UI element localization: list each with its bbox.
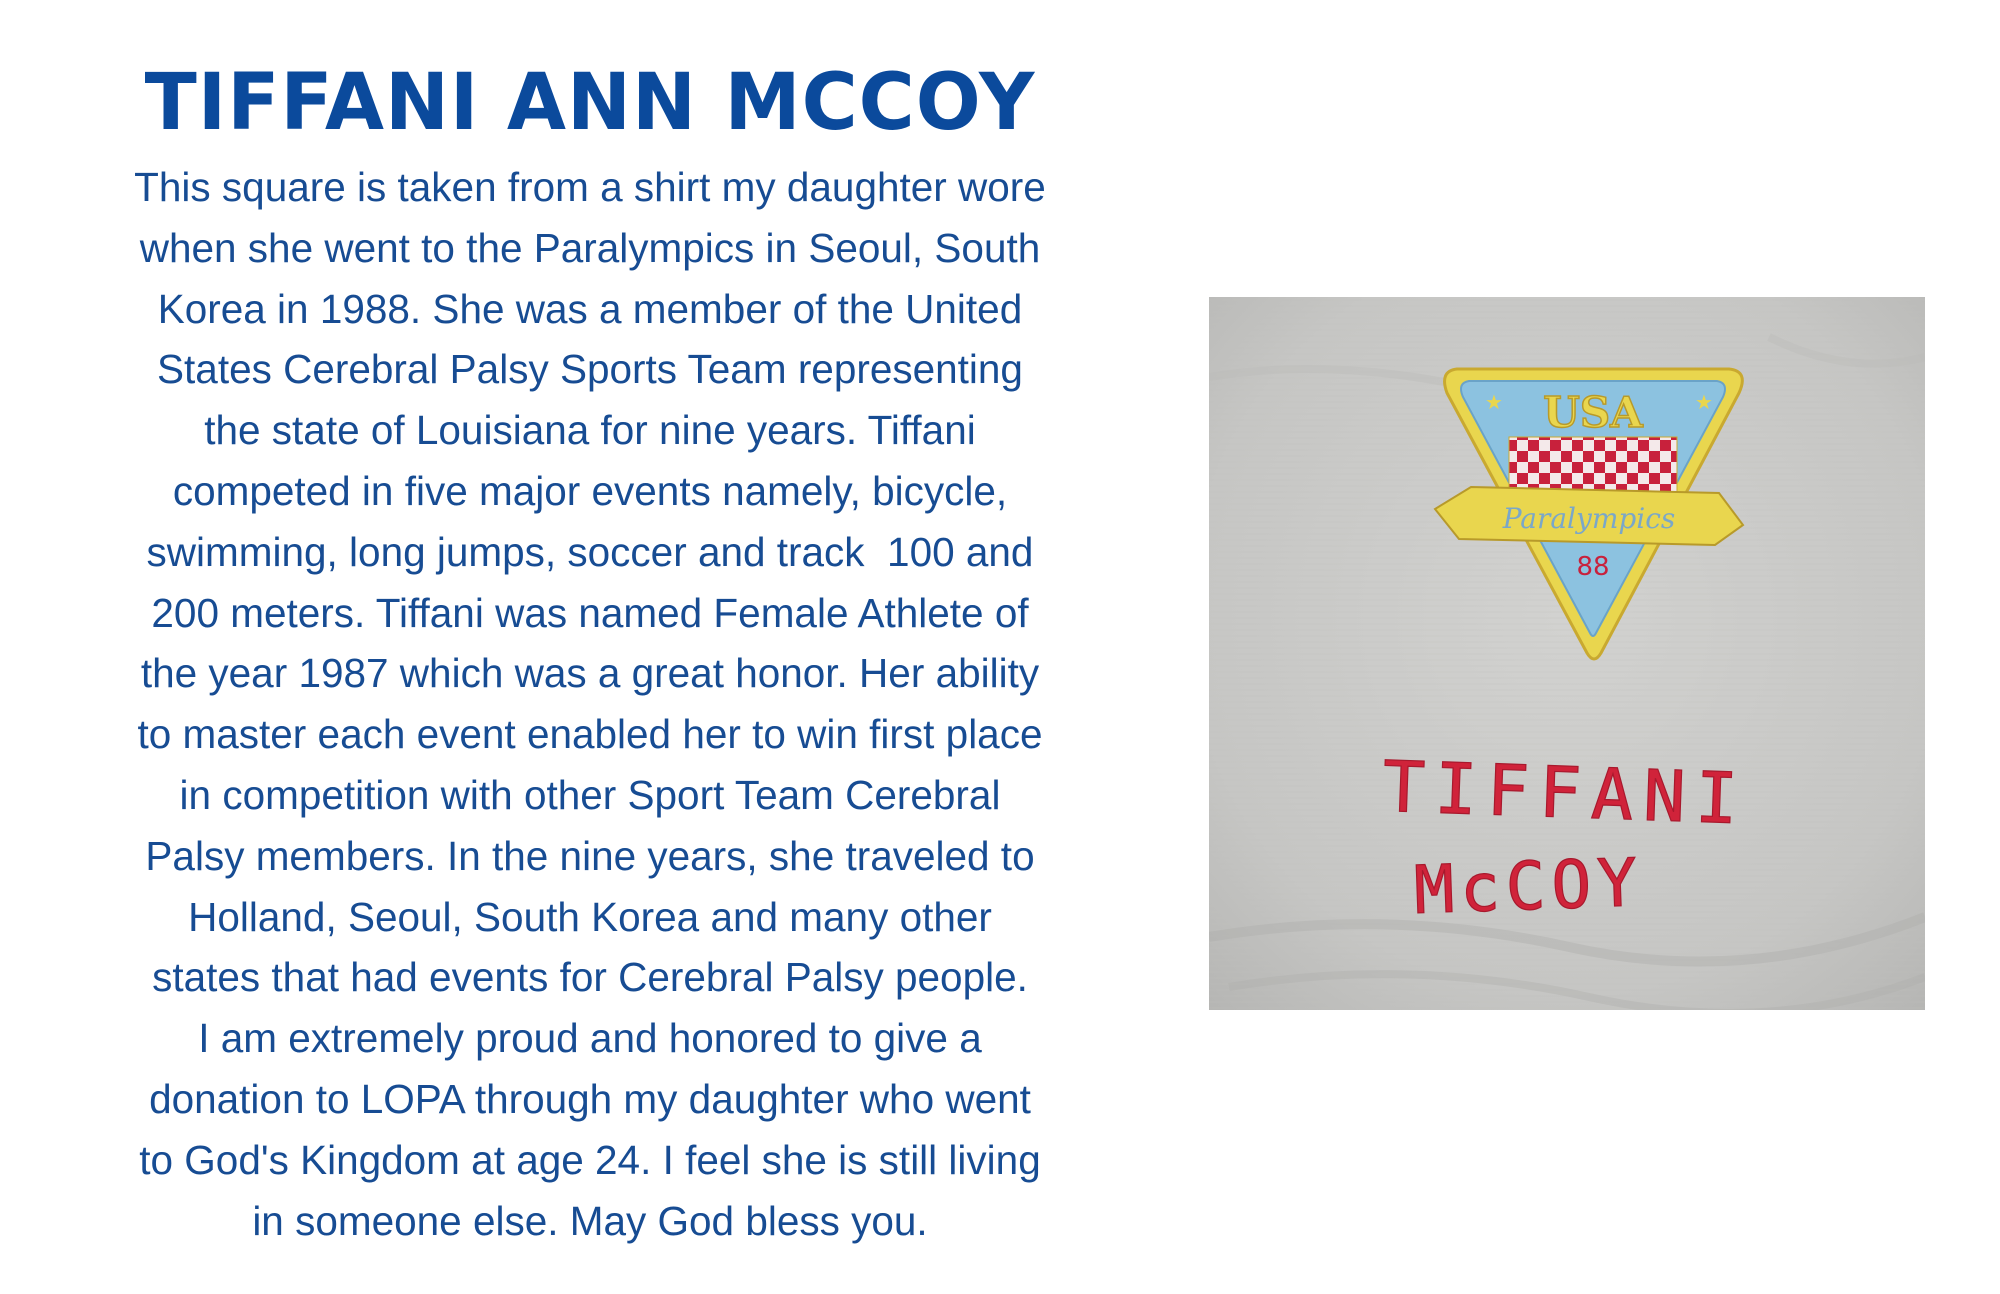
patch-usa-text: USA [1543, 388, 1643, 437]
quilt-square-photo [1209, 297, 1925, 1010]
story-line: states that had events for Cerebral Palsy people. [152, 954, 1028, 1001]
patch-banner-text: Paralympics [1502, 502, 1676, 535]
story-line: States Cerebral Palsy Sports Team representing [157, 346, 1023, 393]
story-line: Holland, Seoul, South Korea and many other [188, 893, 992, 940]
story-line: Korea in 1988. She was a member of the United [157, 285, 1023, 332]
embroidered-first-name: TIFFANI [1381, 745, 1749, 841]
story-line: Palsy members. In the nine years, she traveled to [145, 832, 1035, 879]
patch-year-text: 88 [1576, 552, 1610, 582]
embroidered-last-name: McCOY [1413, 844, 1645, 929]
story-line: in competition with other Sport Team Cerebral [179, 771, 1001, 818]
shirt-photo-graphic [1209, 297, 1925, 1010]
text-column [100, 55, 1080, 1251]
page-title: TIFFANI ANN MCCOY [144, 58, 1036, 148]
story-line: in someone else. May God bless you. [252, 1197, 928, 1244]
story-line: the state of Louisiana for nine years. Tiffani [204, 407, 976, 454]
story-line: This square is taken from a shirt my daughter wore [134, 164, 1046, 210]
story-line: 200 meters. Tiffani was named Female Athlete of [151, 589, 1029, 636]
story-line: to master each event enabled her to win first place [137, 711, 1043, 758]
star-left-icon: ★ [1485, 390, 1503, 414]
story-line: swimming, long jumps, soccer and track 100 and [146, 528, 1034, 575]
story-line: donation to LOPA through my daughter who went [149, 1075, 1031, 1122]
story-line: I am extremely proud and honored to give a [198, 1015, 982, 1062]
star-right-icon: ★ [1695, 390, 1713, 414]
story-line: when she went to the Paralympics in Seoul, South [139, 224, 1041, 271]
story-line: competed in five major events namely, bicycle, [172, 467, 1008, 514]
story-text [100, 157, 1080, 1251]
story-line: the year 1987 which was a great honor. Her ability [140, 650, 1040, 697]
story-line: to God's Kingdom at age 24. I feel she is still living [139, 1136, 1041, 1183]
